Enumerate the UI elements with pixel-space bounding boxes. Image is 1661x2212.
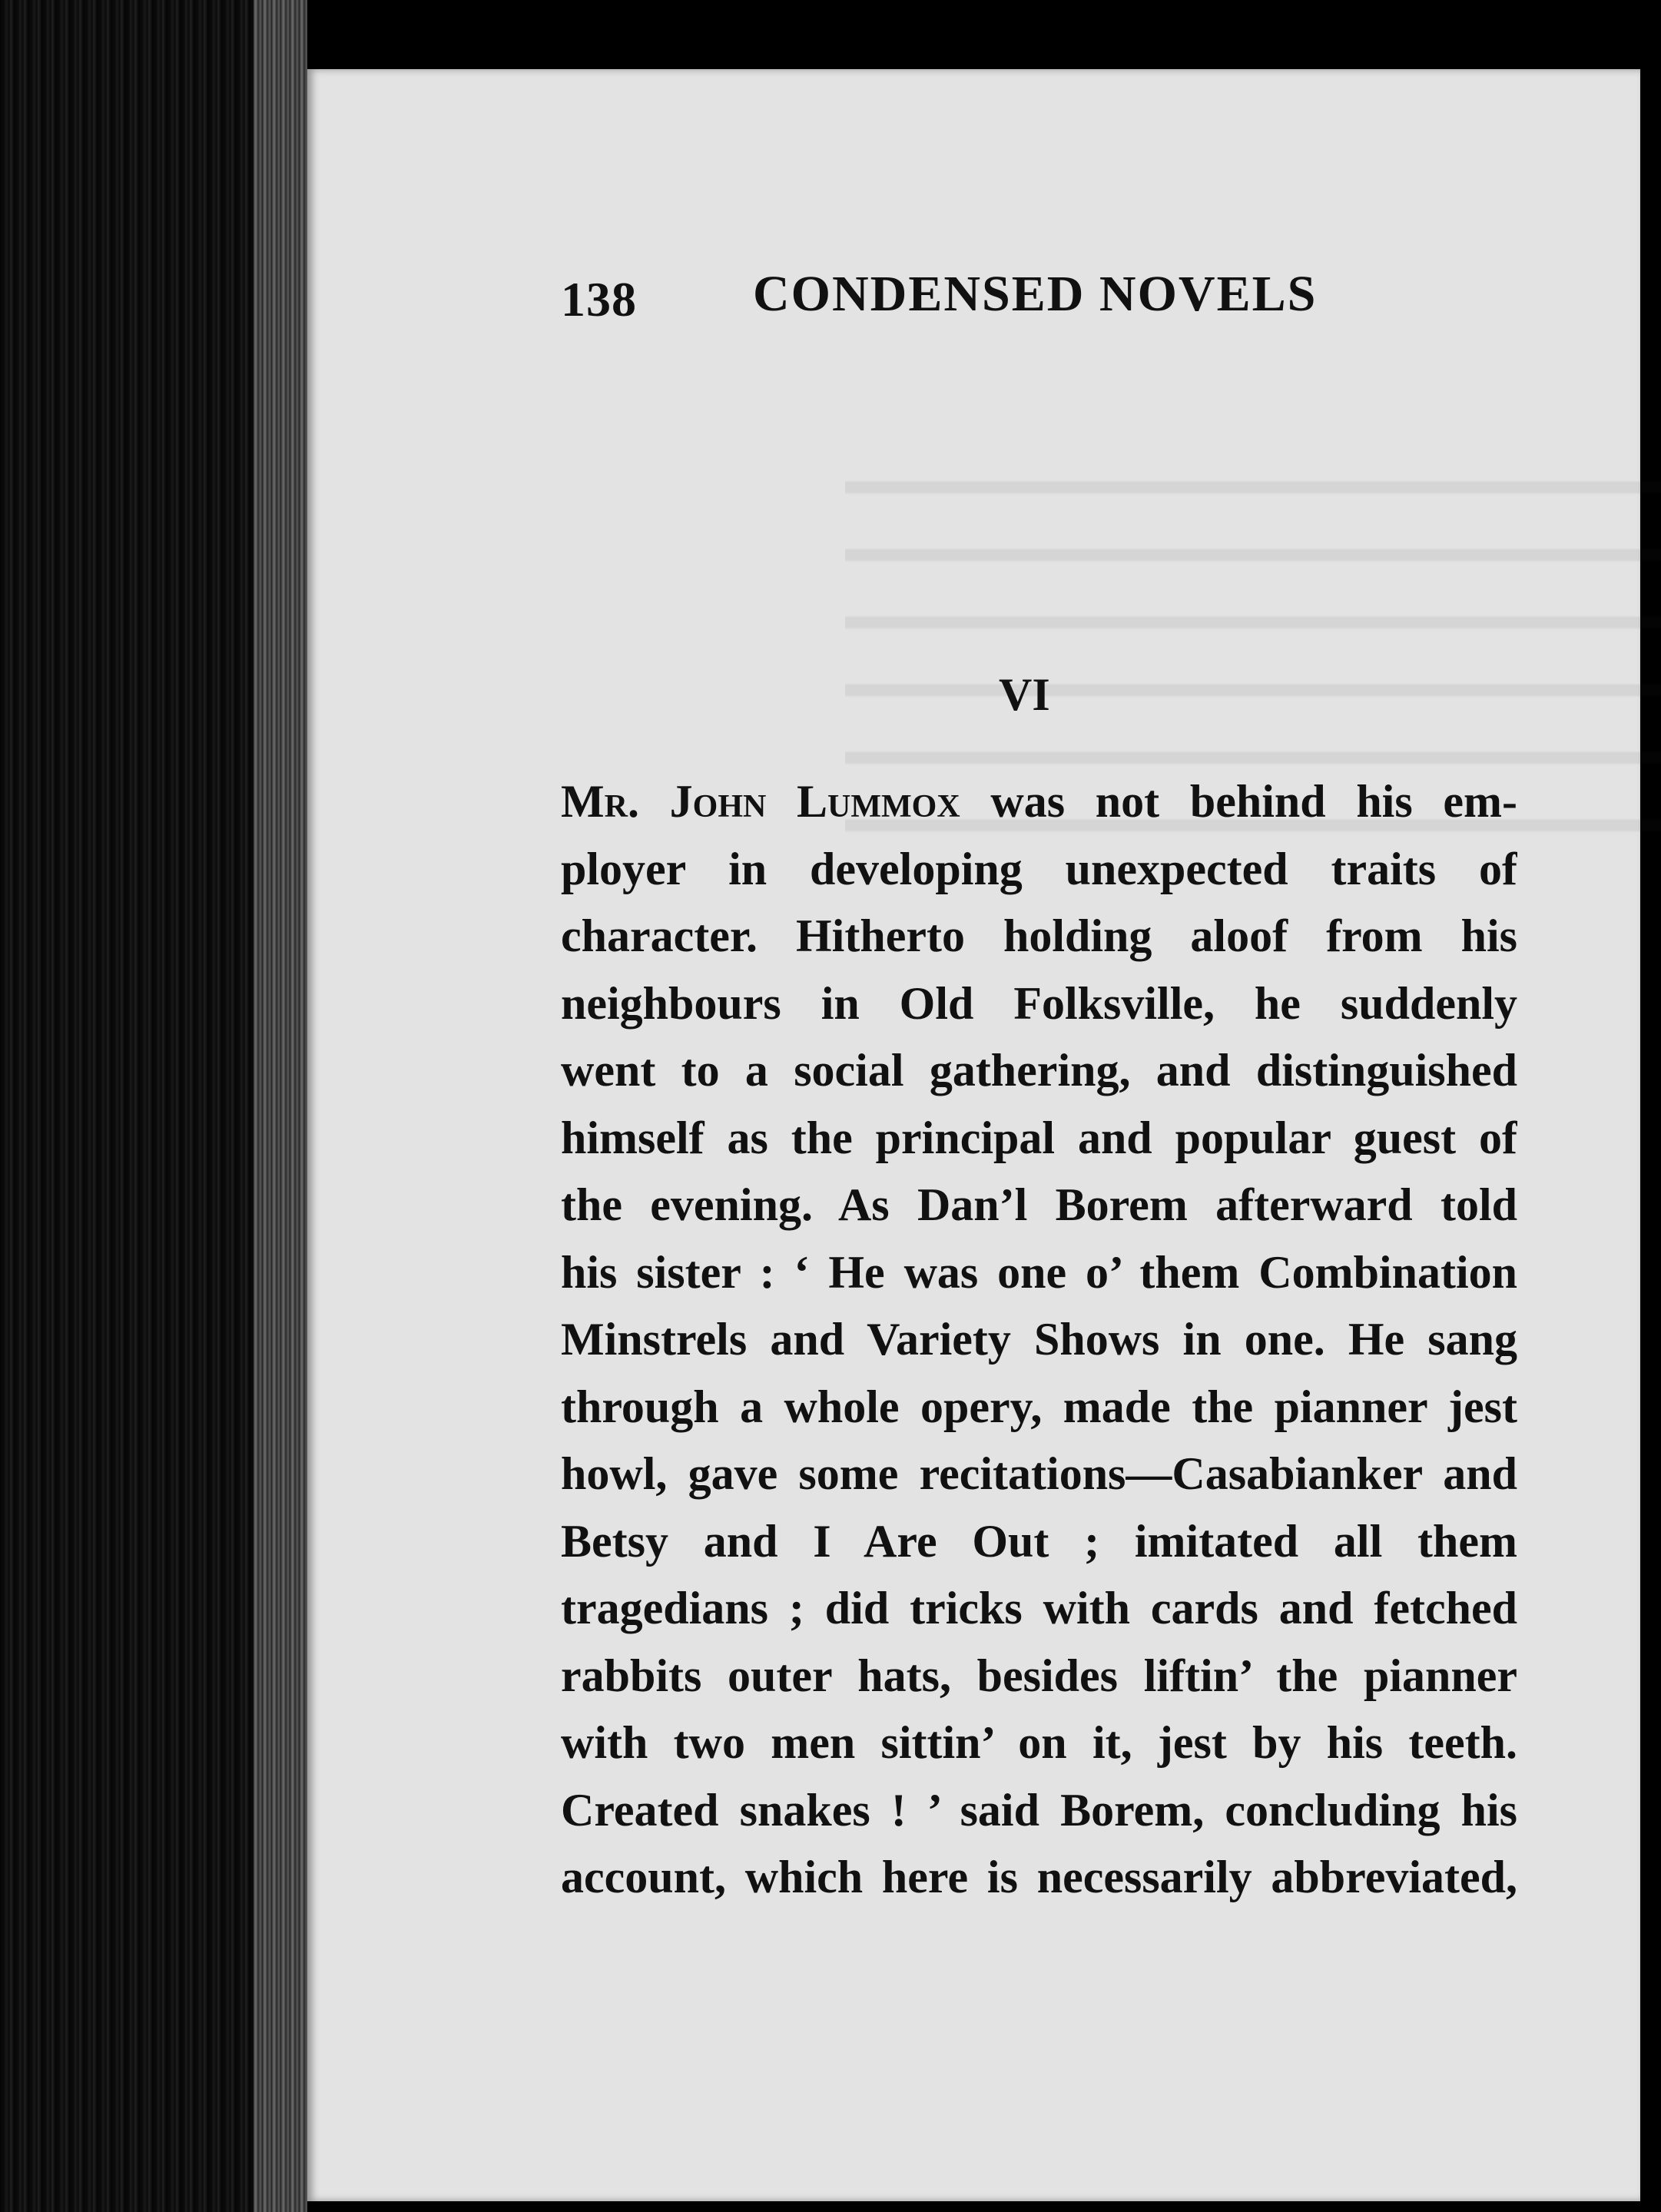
character-name: Mr. John Lummox: [561, 776, 960, 827]
text-line: Mr. John Lummox was not behind his em-: [561, 776, 1517, 827]
text-line: character. Hitherto holding aloof from his: [561, 910, 1517, 961]
text-line: howl, gave some recitations—Casabianker and: [561, 1448, 1517, 1499]
scan-right-border: [1640, 0, 1661, 2212]
text-line: rabbits outer hats, besides liftin’ the pianner: [561, 1650, 1517, 1701]
text-line: ployer in developing unexpected traits of: [561, 843, 1517, 894]
text-line: went to a social gathering, and distinguished: [561, 1045, 1517, 1096]
book-edge: [0, 0, 307, 2212]
text-line: Created snakes ! ’ said Borem, concluding his: [561, 1784, 1517, 1836]
text-line: through a whole opery, made the pianner jest: [561, 1381, 1517, 1432]
text-line: Betsy and I Are Out ; imitated all them: [561, 1515, 1517, 1567]
text-line: Minstrels and Variety Shows in one. He sang: [561, 1314, 1517, 1365]
text-line: with two men sittin’ on it, jest by his teeth.: [561, 1717, 1517, 1768]
text-line: tragedians ; did tricks with cards and fetched: [561, 1583, 1517, 1633]
chapter-number: VI: [999, 669, 1050, 720]
scan-top-border: [307, 0, 1661, 69]
body-text: [561, 768, 1517, 1912]
text-line: account, which here is necessarily abbreviated,: [561, 1852, 1517, 1902]
text-line: his sister : ‘ He was one o’ them Combination: [561, 1246, 1517, 1298]
book-title: CONDENSED NOVELS: [753, 266, 1318, 322]
text-line: neighbours in Old Folksville, he suddenly: [561, 977, 1517, 1029]
page-number: 138: [561, 272, 637, 327]
running-head: [561, 265, 1329, 334]
text-line: the evening. As Dan’l Borem afterward told: [561, 1179, 1517, 1230]
text-line: himself as the principal and popular guest of: [561, 1112, 1517, 1163]
